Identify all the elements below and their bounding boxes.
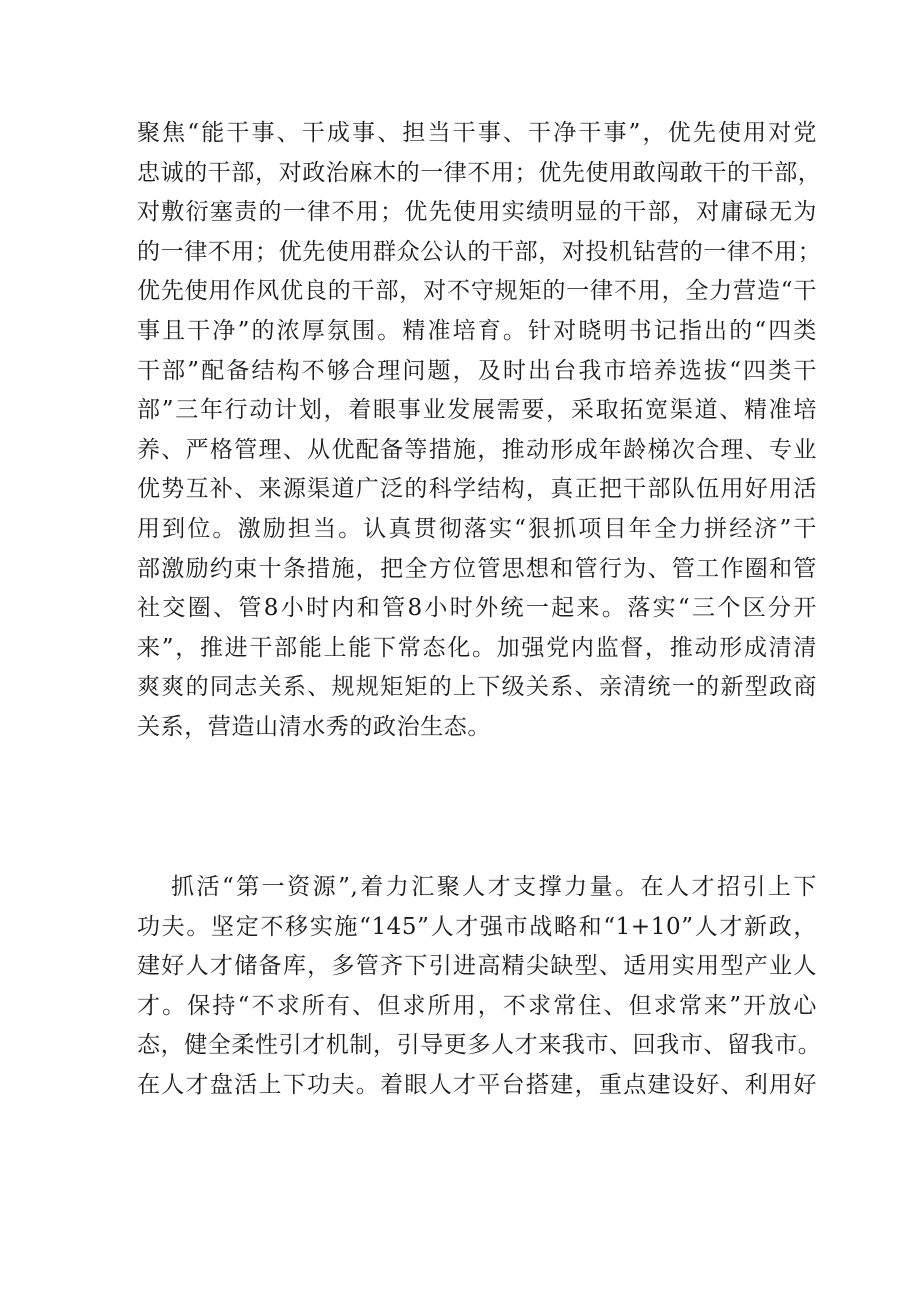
text-line: 态，健全柔性引才机制，引导更多人才来我市、回我市、留我市。 <box>137 1032 822 1059</box>
text-line: 抓活“第一资源”,着力汇聚人才支撑力量。在人才招引上下 <box>171 874 817 900</box>
text-line: 建好人才储备库，多管齐下引进高精尖缺型、适用实用型产业人 <box>137 953 817 980</box>
text-line: 关系，营造山清水秀的政治生态。 <box>137 713 491 740</box>
text-line: 才。保持“不求所有、但求所用，不求常住、但求常来”开放心 <box>137 992 817 1019</box>
paragraph-cadre-management <box>137 114 822 748</box>
text-line: 用到位。激励担当。认真贯彻落实“狠抓项目年全力拼经济”干 <box>137 515 817 542</box>
text-line: 优先使用作风优良的干部，对不守规矩的一律不用，全力营造“干 <box>137 278 817 305</box>
text-line: 社交圈、管8小时内和管8小时外统一起来。落实“三个区分开 <box>137 595 817 622</box>
text-line: 养、严格管理、从优配备等措施，推动形成年龄梯次合理、专业 <box>137 436 817 463</box>
text-line: 爽爽的同志关系、规规矩矩的上下级关系、亲清统一的新型政商 <box>137 674 817 701</box>
text-line: 干部”配备结构不够合理问题，及时出台我市培养选拔“四类干 <box>137 357 817 384</box>
text-line: 忠诚的干部，对政治麻木的一律不用；优先使用敢闯敢干的干部， <box>137 159 822 186</box>
text-line: 优势互补、来源渠道广泛的科学结构，真正把干部队伍用好用活 <box>137 476 817 503</box>
text-line: 聚焦“能干事、干成事、担当干事、干净干事”，优先使用对党 <box>137 120 817 146</box>
text-line: 来”，推进干部能上能下常态化。加强党内监督，推动形成清清 <box>137 634 817 661</box>
text-line: 事且干净”的浓厚氛围。精准培育。针对晓明书记指出的“四类 <box>137 317 817 344</box>
text-line: 功夫。坚定不移实施“145”人才强市战略和“1+10”人才新政， <box>137 913 817 940</box>
text-line: 对敷衍塞责的一律不用；优先使用实绩明显的干部，对庸碌无为 <box>137 199 817 226</box>
text-line: 的一律不用；优先使用群众公认的干部，对投机钻营的一律不用； <box>137 238 822 265</box>
text-line: 在人才盘活上下功夫。着眼人才平台搭建，重点建设好、利用好 <box>137 1071 817 1098</box>
text-line: 部”三年行动计划，着眼事业发展需要，采取拓宽渠道、精准培 <box>137 397 817 424</box>
paragraph-talent-resources <box>137 868 822 1106</box>
text-line: 部激励约束十条措施，把全方位管思想和管行为、管工作圈和管 <box>137 555 817 582</box>
